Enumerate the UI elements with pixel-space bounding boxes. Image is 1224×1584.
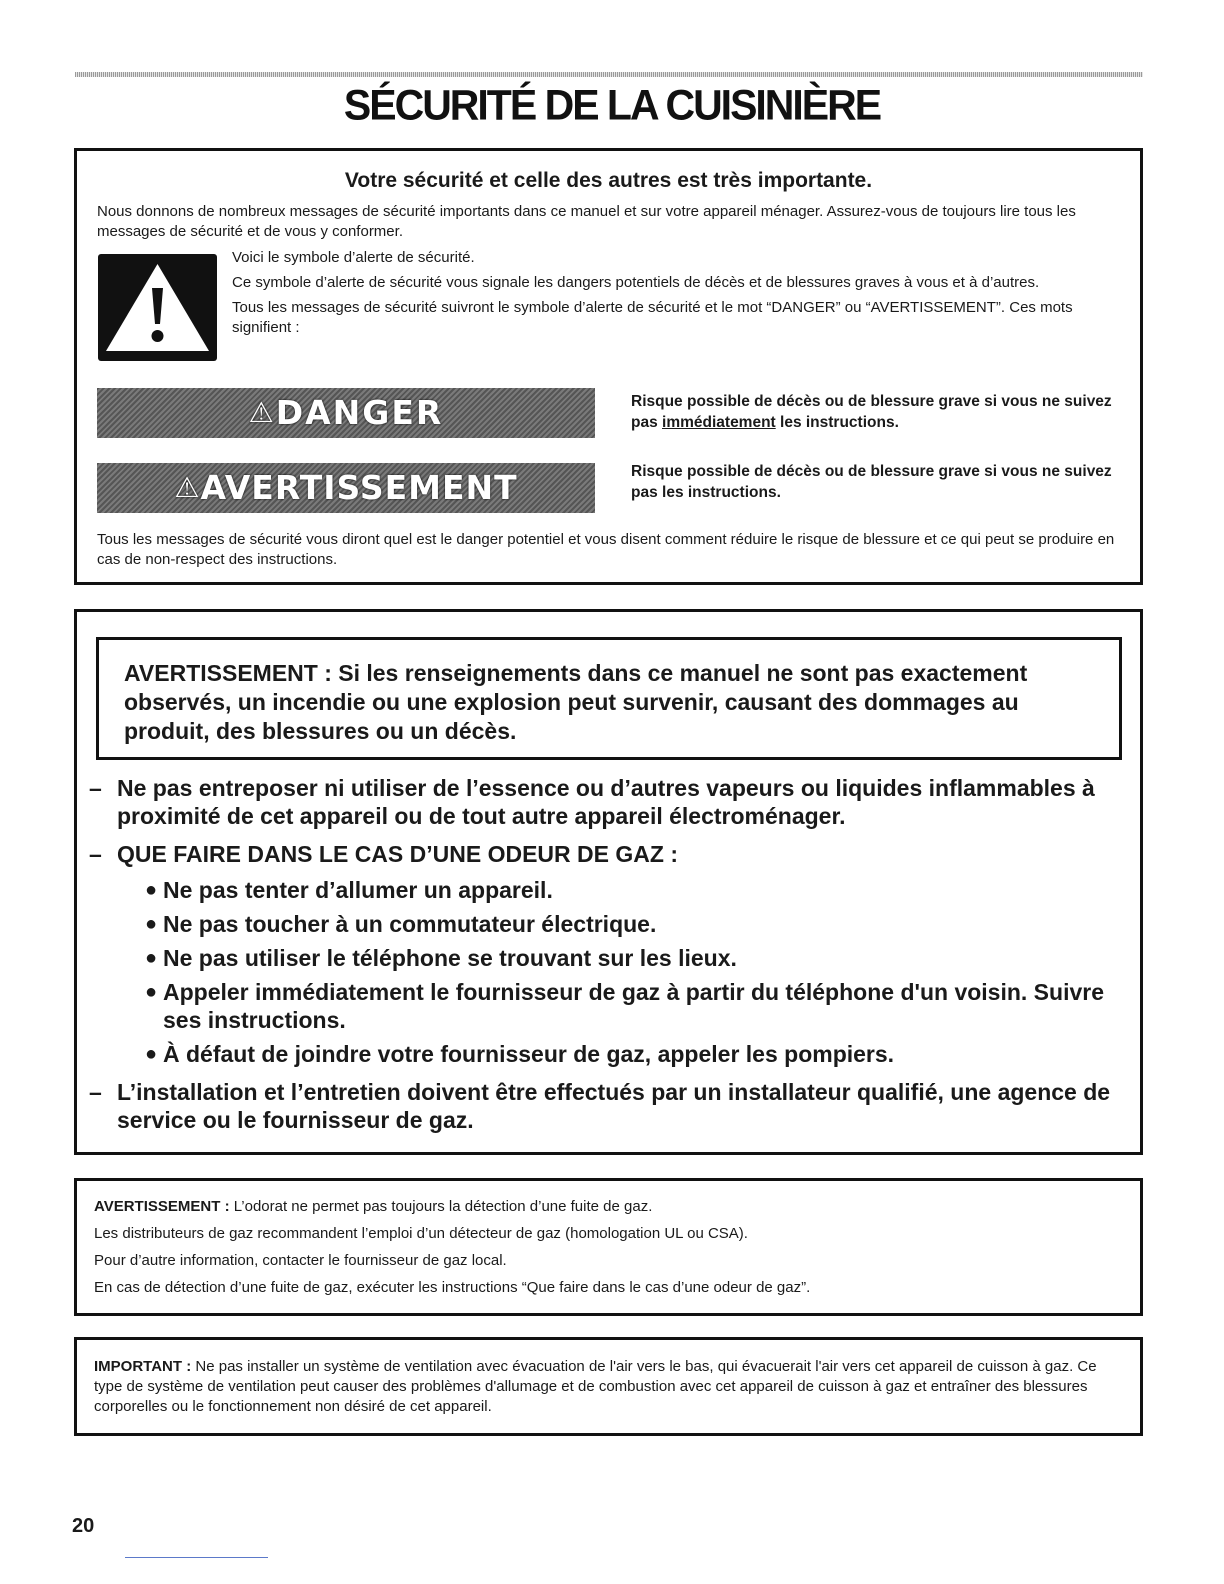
- warning-triangle-icon: ⚠: [174, 471, 201, 504]
- symbol-explanation: [232, 248, 1112, 343]
- no-flammables-text: Ne pas entreposer ni utiliser de l’essence ou d’autres vapeurs ou liquides inflammables à proximité de cet appareil ou de tout autre appareil électroménager.: [117, 775, 1095, 829]
- danger-signal-bar: [97, 388, 595, 438]
- danger-description: [631, 391, 1131, 433]
- bullet-icon: ●: [145, 947, 158, 969]
- gas-odor-step: Ne pas utiliser le téléphone se trouvant sur les lieux.: [163, 945, 737, 971]
- warning-triangle-icon: ⚠: [248, 396, 276, 429]
- list-item: – QUE FAIRE DANS LE CAS D’UNE ODEUR DE GAZ : ● Ne pas tenter d’allumer un appareil. ● Ne pas toucher à un commutateur électrique. ● Ne pas utiliser le téléphone se trouvant sur les lieux. ● Appeler immédiatement le fournisseur de gaz à partir du téléphone d'un voisin. Suivre ses instructions. ● À défaut de joindre votre fournisseur de gaz, appeler les pompiers.: [89, 840, 1134, 1068]
- warning-label: AVERTISSEMENT: [200, 468, 518, 507]
- warning-signal-bar: [97, 463, 595, 513]
- installation-text: L’installation et l’entretien doivent être effectués par un installateur qualifié, une agence de service ou le fournisseur de gaz.: [117, 1079, 1111, 1133]
- danger-desc-emphasis: immédiatement: [662, 414, 776, 431]
- symbol-line: Ce symbole d’alerte de sécurité vous signale les dangers potentiels de décès et de blessures graves à vous et à d’autres.: [232, 274, 1040, 291]
- gas-odor-step: À défaut de joindre votre fournisseur de gaz, appeler les pompiers.: [163, 1041, 895, 1067]
- fire-explosion-warning: [96, 637, 1122, 760]
- bullet-icon: ●: [145, 1043, 158, 1065]
- detection-line: En cas de détection d’une fuite de gaz, exécuter les instructions “Que faire dans le cas d’une odeur de gaz”.: [94, 1279, 811, 1296]
- detection-label: AVERTISSEMENT :: [94, 1198, 230, 1215]
- gas-odor-heading: QUE FAIRE DANS LE CAS D’UNE ODEUR DE GAZ :: [117, 841, 678, 867]
- top-rule: [75, 72, 1143, 77]
- gas-odor-step: Appeler immédiatement le fournisseur de gaz à partir du téléphone d'un voisin. Suivre ses instructions.: [163, 979, 1105, 1033]
- warning-description: Risque possible de décès ou de blessure grave si vous ne suivez pas les instructions.: [631, 463, 1112, 501]
- gas-detection-box: [74, 1178, 1143, 1316]
- detection-line: Les distributeurs de gaz recommandent l’emploi d’un détecteur de gaz (homologation UL ou CSA).: [94, 1225, 748, 1242]
- important-box: [74, 1337, 1143, 1436]
- detection-line: Pour d’autre information, contacter le fournisseur de gaz local.: [94, 1252, 507, 1269]
- important-text: [94, 1357, 1124, 1417]
- danger-label: DANGER: [275, 393, 444, 432]
- safety-info-box: [74, 148, 1143, 585]
- gas-instructions: [89, 774, 1134, 1144]
- bullet-icon: ●: [145, 879, 158, 901]
- list-item: [117, 1040, 1134, 1068]
- page-title: SÉCURITÉ DE LA CUISINIÈRE: [343, 80, 881, 130]
- list-item: [117, 876, 1134, 904]
- symbol-line: Voici le symbole d’alerte de sécurité.: [232, 249, 475, 266]
- safety-heading: Votre sécurité et celle des autres est très importante.: [344, 169, 873, 192]
- detection-line: L’odorat ne permet pas toujours la détection d’une fuite de gaz.: [233, 1198, 653, 1215]
- bottom-link-line: [125, 1557, 268, 1558]
- danger-desc-part: Risque possible de décès ou de blessure grave si vous ne suivez pas: [631, 393, 1112, 431]
- safety-intro: Nous donnons de nombreux messages de sécurité importants dans ce manuel et sur votre appareil ménager. Assurez-vous de toujours lire tous les messages de sécurité et de vous y conformer.: [97, 203, 1076, 240]
- symbol-line: Tous les messages de sécurité suivront le symbole d’alerte de sécurité et le mot “DANGER” ou “AVERTISSEMENT”. Ces mots signifient :: [232, 299, 1073, 336]
- list-item: [117, 910, 1134, 938]
- list-item: – L’installation et l’entretien doivent être effectués par un installateur qualifié, une agence de service ou le fournisseur de gaz.: [89, 1079, 1111, 1133]
- page-number: 20: [72, 1515, 95, 1537]
- gas-odor-step: Ne pas toucher à un commutateur électrique.: [163, 911, 657, 937]
- list-item: – Ne pas entreposer ni utiliser de l’essence ou d’autres vapeurs ou liquides inflammables à proximité de cet appareil ou de tout autre appareil électroménager.: [89, 775, 1095, 829]
- safety-footer: Tous les messages de sécurité vous diront quel est le danger potentiel et vous disent comment réduire le risque de blessure et ce qui peut se produire en cas de non-respect des instructions.: [97, 531, 1115, 568]
- list-item: [117, 944, 1134, 972]
- bullet-icon: ●: [145, 913, 158, 935]
- gas-detection-text: [94, 1197, 1124, 1305]
- list-item: [117, 978, 1134, 1034]
- gas-odor-step: Ne pas tenter d’allumer un appareil.: [163, 877, 553, 903]
- important-body: Ne pas installer un système de ventilation avec évacuation de l'air vers le bas, qui évacuerait l'air vers cet appareil de cuisson à gaz. Ce type de système de ventilation peut causer des problèmes d'allumage et de combustion avec cet appareil de cuisson à gaz et entraîner des blessures corporelles ou le fonctionnement non désiré de cet appareil.: [94, 1358, 1097, 1415]
- danger-desc-part: les instructions.: [775, 414, 899, 431]
- gas-odor-steps: [117, 876, 1134, 1068]
- gas-warning-box: [74, 609, 1143, 1155]
- bullet-icon: ●: [145, 981, 158, 1003]
- fire-explosion-warning-text: AVERTISSEMENT : Si les renseignements dans ce manuel ne sont pas exactement observés, un incendie ou une explosion peut survenir, causant des dommages au produit, des blessures ou un décès.: [124, 660, 1028, 744]
- important-label: IMPORTANT :: [94, 1358, 192, 1375]
- safety-alert-icon: [98, 254, 217, 361]
